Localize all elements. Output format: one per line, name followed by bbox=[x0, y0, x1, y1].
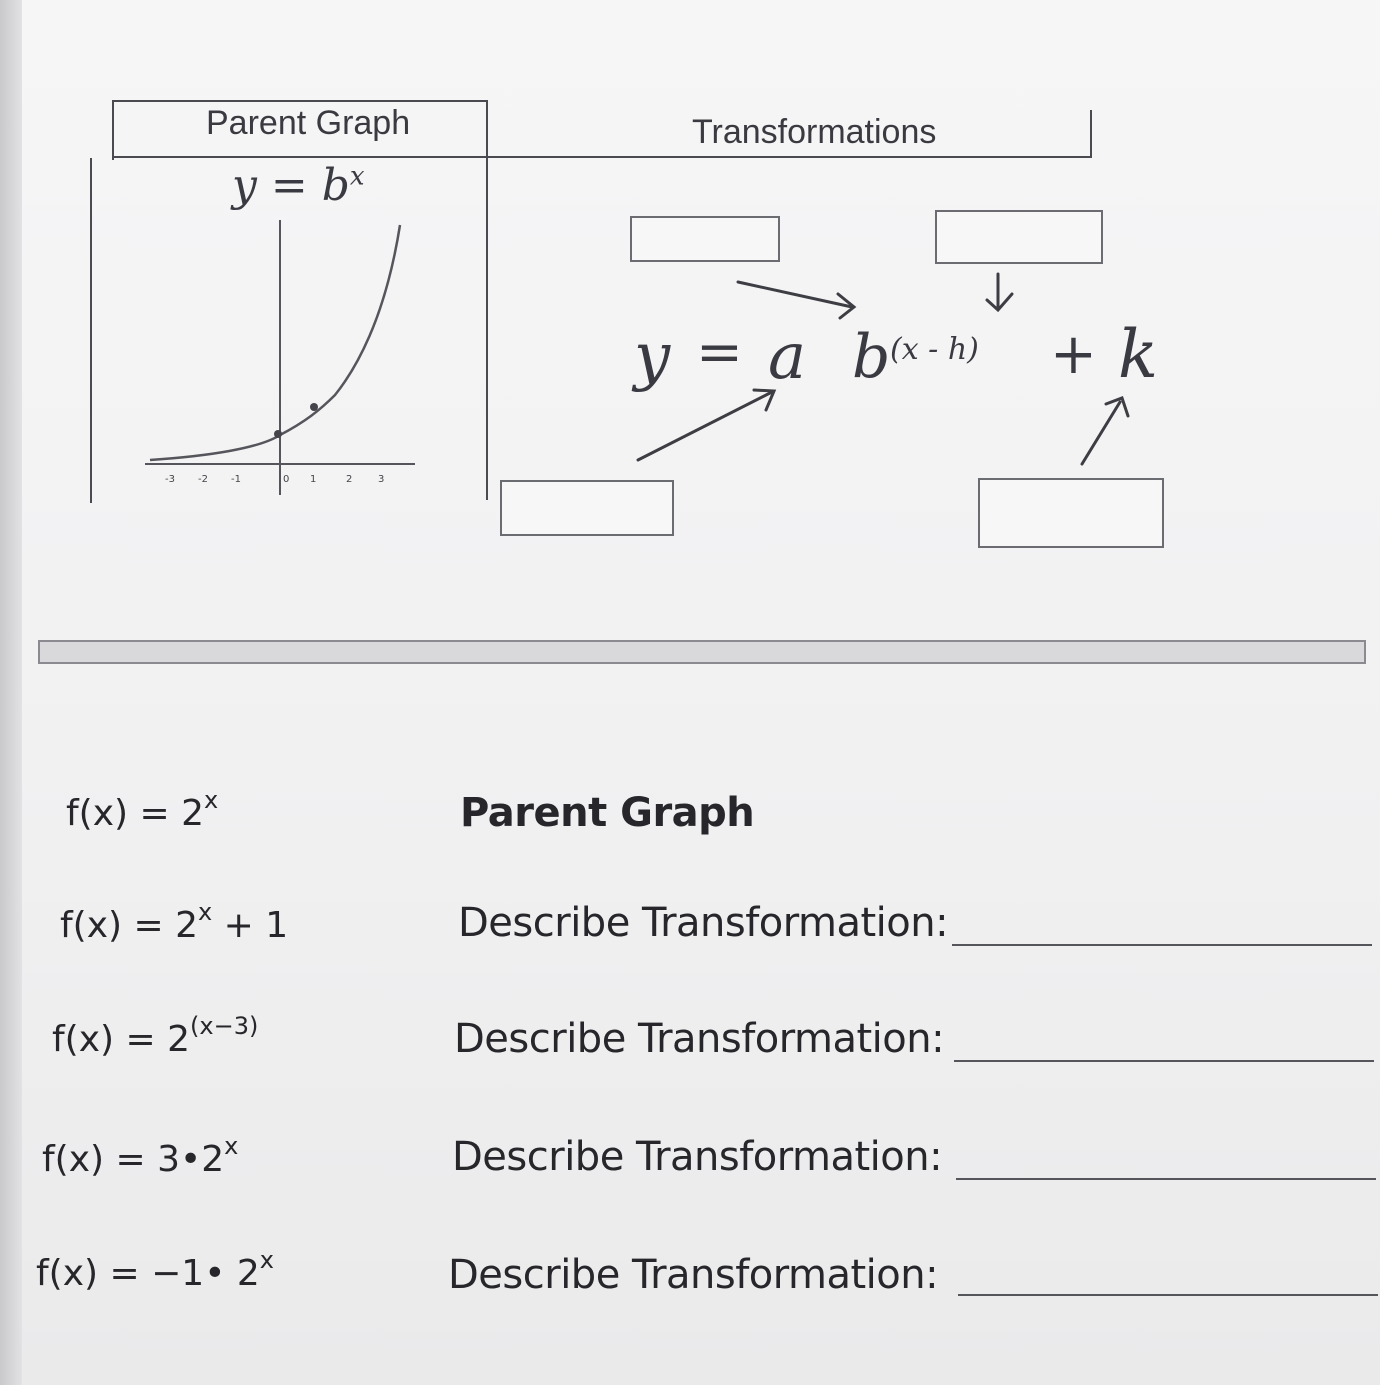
formula-plus: + bbox=[1050, 322, 1097, 387]
function-base: f(x) = 3•2 bbox=[42, 1139, 225, 1180]
describe-label: Describe Transformation: bbox=[454, 1016, 945, 1062]
tick-label: -1 bbox=[231, 474, 241, 485]
describe-label: Describe Transformation: bbox=[452, 1134, 943, 1180]
table-border-right bbox=[1090, 110, 1092, 158]
function-base: f(x) = 2 bbox=[52, 1019, 191, 1060]
formula-equals: = bbox=[696, 320, 743, 385]
answer-box-k[interactable] bbox=[978, 478, 1164, 548]
transformations-header: Transformations bbox=[692, 113, 937, 151]
function-base: f(x) = 2 bbox=[60, 905, 199, 946]
arrow-to-a bbox=[638, 392, 772, 460]
parent-graph-header: Parent Graph bbox=[206, 104, 411, 142]
function-exponent: x bbox=[259, 1246, 274, 1274]
table-border-top bbox=[112, 100, 488, 102]
function-base: f(x) = 2 bbox=[66, 793, 205, 834]
binder-edge bbox=[0, 0, 22, 1385]
exponential-curve bbox=[150, 225, 400, 460]
parent-equation bbox=[232, 160, 365, 211]
point-0-1 bbox=[274, 430, 282, 438]
answer-blank-2[interactable] bbox=[954, 1060, 1374, 1062]
formula-b: b bbox=[852, 322, 891, 392]
table-left-edge bbox=[90, 158, 92, 503]
function-row-5 bbox=[36, 1246, 274, 1294]
table-border-left bbox=[112, 100, 114, 160]
parent-equation-exp: x bbox=[349, 161, 365, 192]
answer-blank-3[interactable] bbox=[956, 1178, 1376, 1180]
table-divider bbox=[486, 100, 488, 500]
function-exponent: x bbox=[204, 786, 219, 814]
tick-label: 0 bbox=[283, 474, 290, 485]
tick-labels bbox=[165, 474, 384, 485]
function-exponent: x bbox=[198, 898, 213, 926]
function-exponent: (x−3) bbox=[190, 1012, 259, 1040]
formula-k: k bbox=[1118, 316, 1158, 393]
answer-blank-1[interactable] bbox=[952, 944, 1372, 946]
tick-label: -2 bbox=[198, 474, 208, 485]
formula-y: y bbox=[634, 320, 671, 394]
arrow-to-b bbox=[738, 282, 852, 307]
section-divider bbox=[38, 640, 1366, 664]
describe-label: Describe Transformation: bbox=[448, 1252, 939, 1298]
answer-box-h[interactable] bbox=[935, 210, 1103, 264]
function-row-4 bbox=[42, 1132, 239, 1180]
function-row-1 bbox=[66, 786, 219, 834]
tick-label: 3 bbox=[378, 474, 385, 485]
describe-label: Describe Transformation: bbox=[458, 900, 949, 946]
function-base: f(x) = −1• 2 bbox=[36, 1253, 260, 1294]
function-tail: + 1 bbox=[212, 905, 289, 946]
answer-box-a[interactable] bbox=[500, 480, 674, 536]
answer-blank-4[interactable] bbox=[958, 1294, 1378, 1296]
function-row-2 bbox=[60, 898, 289, 946]
arrow-to-k bbox=[1082, 402, 1120, 464]
table-header-underline bbox=[112, 156, 1092, 158]
parent-graph-label: Parent Graph bbox=[460, 790, 755, 836]
function-exponent: x bbox=[224, 1132, 239, 1160]
tick-label: -3 bbox=[165, 474, 175, 485]
parent-equation-lhs: y = b bbox=[232, 160, 350, 211]
function-row-3 bbox=[52, 1012, 259, 1060]
point-1-b bbox=[310, 403, 318, 411]
exponential-graph bbox=[130, 210, 430, 500]
formula-arrows bbox=[620, 260, 1180, 480]
answer-box-b[interactable] bbox=[630, 216, 780, 262]
formula-a: a bbox=[768, 320, 807, 394]
tick-label: 2 bbox=[346, 474, 353, 485]
formula-exponent: (x - h) bbox=[890, 332, 979, 367]
tick-label: 1 bbox=[310, 474, 317, 485]
